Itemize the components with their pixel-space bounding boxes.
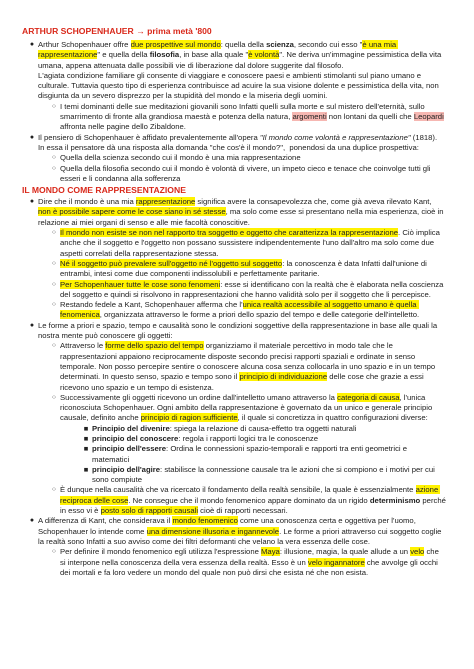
text-span: Arthur Schopenhauer offre <box>38 40 131 49</box>
highlight: Il mondo non esiste se non nel rapporto tra soggetto e oggetto che caratterizza la rappresentazione <box>60 228 399 238</box>
sub-bullet-text <box>60 102 446 133</box>
highlight: categoria di causa <box>337 392 400 402</box>
sub-bullet-text <box>60 547 446 578</box>
sub-bullet <box>22 228 446 259</box>
sub-bullet <box>22 259 446 280</box>
sub-bullet-text <box>60 341 446 392</box>
bullet-forms <box>22 321 446 342</box>
bullet-text: Le forme a priori e spazio, tempo e causalità sono le condizioni soggettive della rappresentazione in base alle quali la nostra mente può conoscere gli oggetti: <box>38 320 440 341</box>
work-title: "Il mondo come volontà e rappresentazione" <box>259 132 411 142</box>
sub-sub-bullet <box>22 434 446 444</box>
text-span: : esse si identificano con la realtà che è elaborata nella coscienza del soggetto e quindi si risolvono in rappresentazioni che hanno validità solo per il soggetto che li percepisce. <box>60 279 446 299</box>
text-span: organizziamo il materiale percettivo in modo tale che le rappresentazioni appaiono reciprocamente disposte secondo precisi rapporti spaziali e ordinate in senso temporale. Non posso percepire sentire o conoscere alcuna cosa senza collocarla in uno spazio e in un tempo determinati. In questo senso, spazio e tempo sono il <box>60 341 438 382</box>
sub-bullet <box>22 547 446 578</box>
highlight: una dimensione illusoria e ingannevole <box>146 526 280 536</box>
bullet-square: ■ <box>83 433 89 443</box>
text-span: : quella della <box>220 40 267 49</box>
sub-bullet <box>22 485 449 516</box>
text-span: che avvolge gli occhi dei mortali e fa loro vedere un mondo del quale non può dirsi che esista né che non esista. <box>60 557 440 577</box>
sub-sub-bullet-text <box>92 424 446 434</box>
bold-term: principio dell'essere <box>92 444 167 454</box>
sub-bullet <box>22 102 446 133</box>
highlight: rappresentazione <box>135 197 196 207</box>
text-span: , in base alla quale " <box>179 50 249 60</box>
bullet-circle: ○ <box>52 164 56 172</box>
bullet-text <box>38 40 446 102</box>
highlight: posto solo di rapporti causali <box>100 506 199 516</box>
sub-sub-bullet <box>22 444 446 465</box>
text-span: affronta nelle pagine dello Zibaldone. <box>60 112 446 132</box>
text-span: Attraverso le <box>60 341 106 351</box>
sub-sub-bullet <box>22 424 446 434</box>
text-span: (1818). In essa il pensatore dà una risposta alla domanda "che cos'è il mondo?", ponendosi da una duplice prospettiva: <box>38 132 442 152</box>
bullet-text <box>38 516 446 547</box>
sub-bullet-text <box>60 259 446 280</box>
highlight: velo ingannatore <box>307 557 365 567</box>
text-span: L'agiata condizione familiare gli consente di viaggiare e conoscere paesi e ambienti stimolanti sul piano umano e culturale. Tuttavia questo tipo di esperienza contribuisce ad acuire la sua visione dolente e pessimistica della vita, non disgiunta da un severo disprezzo per la stupidità del mondo e la miseria degli uomini. <box>38 70 441 101</box>
sub-sub-bullet-text <box>92 434 446 444</box>
highlight-red: Leopardi <box>413 112 444 122</box>
text-span: : la conoscenza è data Infatti dall'unione di entrambi, intesi come due componenti indissolubili e perfettamente paritarie. <box>60 258 429 279</box>
text-span: Per definire il mondo fenomenico egli utilizza l'espressione <box>60 547 262 557</box>
text-span: A differenza di Kant, che considerava il <box>38 516 173 526</box>
bullet-dot: ● <box>29 133 35 141</box>
sub-bullet <box>22 341 446 392</box>
highlight-red: argomenti <box>292 112 327 122</box>
sub-bullet <box>22 153 446 163</box>
bullet-dot: ● <box>29 517 35 525</box>
highlight: forme dello spazio del tempo <box>105 341 204 351</box>
bullet-circle: ○ <box>52 154 56 162</box>
highlight: è una mia rappresentazione <box>38 40 399 60</box>
highlight: unica realtà accessibile al soggetto umano è quella fenomenica <box>60 300 419 320</box>
text-span: : stabilisce la connessione causale tra le azioni che si compiono e i motivi per cui sono compiute <box>92 464 437 485</box>
page-title: ARTHUR SCHOPENHAUER → prima metà '800 <box>22 26 212 36</box>
sub-bullet-text: Quella della filosofia secondo cui il mondo è volontà di vivere, un impeto cieco e tenace che coinvolge tutti gli esseri e li condanna alla sofferenza <box>60 163 433 183</box>
text-span: È dunque nella causalità che va ricercato il fondamento della realtà sensibile, la quale è essenzialmente <box>60 485 416 495</box>
bullet-illusion <box>22 516 446 547</box>
bold-term: principio del conoscere <box>92 433 179 443</box>
sub-bullet <box>22 280 446 301</box>
text-span: . Ciò implica anche che il soggetto e l'oggetto non possano sussistere indipendentemente l'uno dall'altro ma solo come due aspetti correlati della rappresentazione stessa. <box>60 228 443 258</box>
section-heading: IL MONDO COME RAPPRESENTAZIONE <box>22 185 186 196</box>
bullet-intro <box>22 40 446 102</box>
sub-bullet <box>22 164 446 185</box>
bullet-text <box>38 197 446 228</box>
highlight: non è possibile sapere come le cose siano in sé stesse <box>38 207 226 217</box>
bullet-square: ■ <box>83 444 89 454</box>
text-span: : regola i rapporti logici tra le conoscenze <box>178 433 319 443</box>
text-span: , secondo cui esso " <box>293 40 363 49</box>
sub-bullet-text <box>60 280 446 301</box>
bullet-dot: ● <box>29 41 35 48</box>
text-span: : illusione, magia, la quale allude a un <box>279 547 411 557</box>
sub-sub-bullet <box>22 465 446 486</box>
sub-bullet-text <box>60 393 446 424</box>
bullet-circle: ○ <box>52 229 56 237</box>
sub-bullet-text: Quella della scienza secondo cui il mondo è una mia rappresentazione <box>60 153 301 163</box>
text-span: delle cose che grazie a essi ricevono uno spazio e un tempo di esistenza. <box>60 372 426 392</box>
text-span: cioè di rapporti necessari. <box>198 506 288 516</box>
text-span: Il pensiero di Schopenhauer è affidato prevalentemente all'opera <box>38 132 260 142</box>
text-span: come una conoscenza certa e oggettiva per l'uomo, Schopenhauer lo intende come <box>38 516 418 536</box>
text-span: significa avere la consapevolezza che, come già aveva rilevato Kant, <box>195 197 434 207</box>
text-span: , l'unica riconosciuta Schopenhauer. Ogni ambito della rappresentazione è governato da un unico e generale principio causale, definito anche <box>60 392 435 423</box>
bullet-circle: ○ <box>52 301 56 309</box>
sub-bullet <box>22 300 446 321</box>
text-span: : Ordina le connessioni spazio-temporali e rapporti tra enti geometrici e matematici <box>92 444 410 464</box>
bullet-circle: ○ <box>52 342 56 350</box>
sub-bullet-text <box>60 300 446 321</box>
highlight: Né il soggetto può prevalere sull'oggetto né l'oggetto sul soggetto <box>60 258 283 268</box>
bullet-representation <box>22 197 446 228</box>
bullet-text <box>38 133 446 154</box>
highlight: Maya <box>261 547 280 557</box>
text-span: , ma solo come esse si presentano nella mia esperienza, cioè in relazione ai miei organi di senso e alle mie facoltà conoscitive. <box>38 207 446 227</box>
bullet-circle: ○ <box>52 280 56 288</box>
bullet-circle: ○ <box>52 548 56 556</box>
text-span: Dire che il mondo è una mia <box>38 197 136 207</box>
text-span: " e quella della <box>97 50 150 60</box>
sub-bullet-text <box>60 485 449 516</box>
bullet-dot: ● <box>29 321 35 329</box>
bold-term: scienza <box>266 40 294 49</box>
bold-term: principio dell'agire <box>92 464 161 474</box>
bullet-square: ■ <box>83 464 89 474</box>
bullet-circle: ○ <box>52 486 56 494</box>
sub-sub-bullet-text <box>92 444 446 465</box>
highlight: due prospettive sul mondo <box>130 40 221 49</box>
bullet-square: ■ <box>83 423 89 433</box>
text-span: . Ne consegue che il mondo fenomenico appare dominato da un rigido <box>128 495 370 505</box>
text-span: : spiega la relazione di causa-effetto tra oggetti naturali <box>169 423 357 433</box>
bullet-circle: ○ <box>52 259 56 267</box>
highlight: velo <box>410 547 425 557</box>
text-span: Restando fedele a Kant, Schopenhauer afferma che l' <box>60 300 243 310</box>
highlight: azione reciproca delle cose <box>60 485 441 505</box>
highlight: mondo fenomenico <box>172 516 238 526</box>
bullet-circle: ○ <box>52 102 56 110</box>
sub-bullet <box>22 393 446 424</box>
highlight: è volontà <box>248 50 280 60</box>
bold-term: determinismo <box>369 495 421 505</box>
text-span: . Le forme a priori attraverso cui soggetto coglie la realtà sono Infatti a suo avviso come dei filtri deformanti che velano la vera essenza delle cose. <box>38 526 444 546</box>
bold-term: filosofia <box>149 50 180 60</box>
bullet-dot: ● <box>29 198 35 206</box>
sub-sub-bullet-text <box>92 465 446 486</box>
text-span: perché in esso vi è <box>60 495 449 516</box>
text-span: , organizzata attraverso le forme a priori dello spazio del tempo e delle categorie dell'intelletto. <box>99 310 420 320</box>
text-span: Successivamente gli oggetti ricevono un ordine dall'intelletto umano attraverso la <box>60 392 338 402</box>
highlight: principio di ragion sufficiente <box>140 413 238 423</box>
text-span: , il quale si concretizza in quattro configurazioni diverse: <box>237 413 428 423</box>
bullet-work <box>22 133 446 154</box>
highlight: Per Schopenhauer tutte le cose sono fenomeni <box>60 279 221 289</box>
bullet-circle: ○ <box>52 393 56 401</box>
text-span: non lontani da quelli che <box>326 112 414 122</box>
text-span: che si interpone nella conoscenza della vera essenza della realtà. Esso è un <box>60 547 441 567</box>
bold-term: Principio del divenire <box>92 423 170 433</box>
highlight: principio di individuazione <box>239 372 328 382</box>
text-span: I temi dominanti delle sue meditazioni giovanili sono Infatti quelli sulla morte e sul mistero dell'eternità, sullo smarrimento di fronte alla grandiosa maestà e potenza della natura, <box>60 101 427 122</box>
text-span: ". Ne deriva un'immagine pessimistica della vita umana, appena attenuata dalle possibili vie di liberazione dal dolore suggerite dal filosofo. <box>38 50 444 70</box>
sub-bullet-text <box>60 228 446 259</box>
